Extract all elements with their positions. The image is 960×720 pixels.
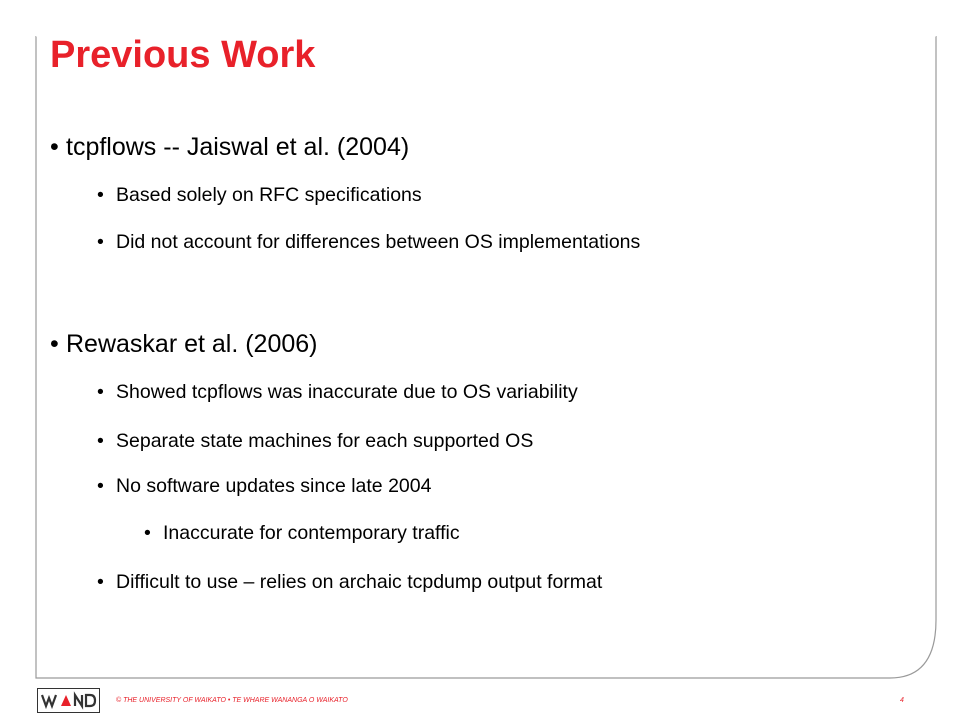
bullet-item [97,475,431,498]
footer-university-text: © THE UNIVERSITY OF WAIKATO • TE WHARE WANANGA O WAIKATO [116,697,348,704]
bullet-glyph: • [50,133,59,161]
bullet-glyph: • [97,231,104,253]
bullet-glyph: • [97,184,104,206]
bullet-item [97,381,578,404]
slide-footer [0,683,960,720]
bullet-item [144,522,460,545]
bullet-text: Difficult to use – relies on archaic tcpdump output format [116,571,603,593]
slide-title: Previous Work [50,34,316,76]
bullet-item [50,330,318,359]
bullet-text: Inaccurate for contemporary traffic [163,522,460,544]
bullet-item [97,231,640,254]
page-number: 4 [900,697,904,704]
wand-logo [37,688,100,713]
bullet-text: Separate state machines for each supported OS [116,430,534,452]
bullet-glyph: • [97,430,104,452]
bullet-text: No software updates since late 2004 [116,475,432,497]
bullet-glyph: • [50,330,59,358]
bullet-glyph: • [97,381,104,403]
bullet-text: tcpflows -- Jaiswal et al. (2004) [66,133,410,161]
bullet-glyph: • [97,475,104,497]
bullet-text: Did not account for differences between OS implementations [116,231,641,253]
bullet-text: Showed tcpflows was inaccurate due to OS variability [116,381,578,403]
bullet-text: Rewaskar et al. (2006) [66,330,318,358]
bullet-item [97,184,422,207]
bullet-item [97,571,602,594]
bullet-glyph: • [144,522,151,544]
bullet-text: Based solely on RFC specifications [116,184,422,206]
bullet-item [97,430,533,453]
bullet-glyph: • [97,571,104,593]
bullet-item [50,133,409,162]
